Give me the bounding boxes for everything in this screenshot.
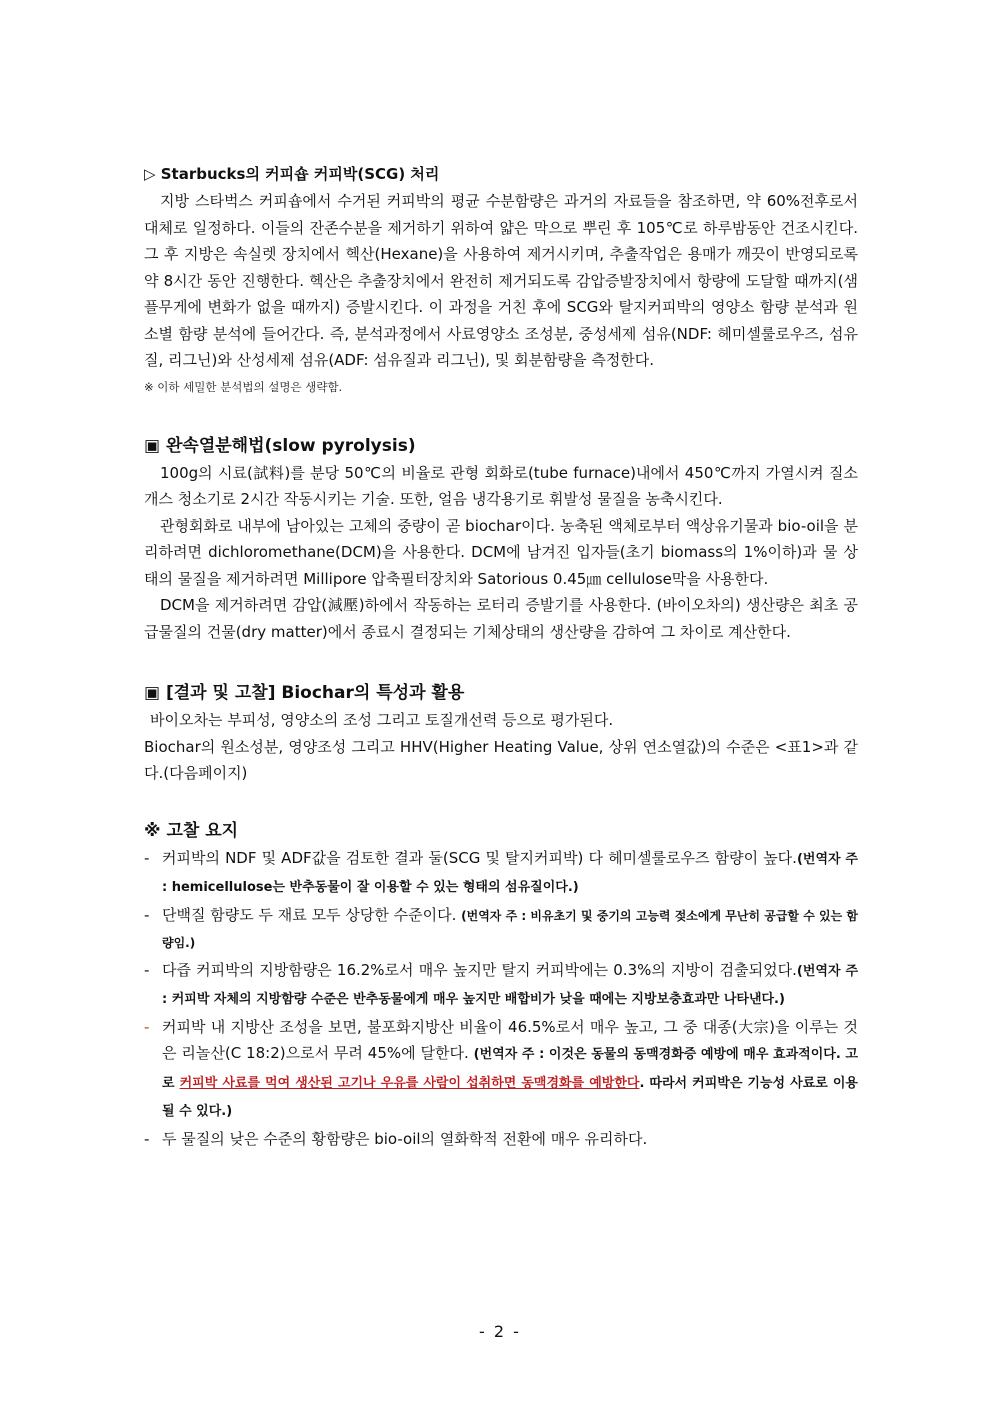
list-item-text: 커피박 내 지방산 조성을 보면, 불포화지방산 비율이 46.5%로서 매우 높고, 그 중 대종(大宗)을 이루는 것은 리놀산(C 18:2)으로서 무려 45%에 달한다. (162, 1017, 858, 1062)
paragraph-pyrolysis-2: 관형회화로 내부에 남아있는 고체의 중량이 곧 biochar이다. 농축된 액체로부터 액상유기물과 bio-oil을 분리하려면 dichloromethane(DCM)을 사용한다. DCM에 남겨진 입자들(초기 biomass의 1%이하)과 물 상태의 물질을 제거하려면 Millipore 압축필터장치와 Satorious 0.45㎛ cellulose막을 사용한다. (144, 516, 858, 588)
section-heading-starbucks: ▷ Starbucks의 커피숍 커피박(SCG) 처리 (144, 165, 440, 183)
translator-note: (번역자 주 : hemicellulose는 반추동물이 잘 이용할 수 있는 형태의 섬유질이다.) (162, 851, 858, 895)
list-item-text: 두 물질의 낮은 수준의 황함량은 bio-oil의 열화학적 전환에 매우 유리하다. (162, 1129, 648, 1148)
paragraph-results-2: Biochar의 원소성분, 영양조성 그리고 HHV(Higher Heating Value, 상위 연소열값)의 수준은 <표1>과 같다.(다음페이지) (144, 737, 858, 782)
list-item-text: 커피박의 NDF 및 ADF값을 검토한 결과 둘(SCG 및 탈지커피박) 다 헤미셀룰로우즈 함량이 높다. (162, 848, 797, 867)
bullet-dash: - (144, 1129, 150, 1148)
section-heading-summary: ※ 고찰 요지 (144, 820, 239, 841)
document-body (144, 160, 858, 1152)
bullet-dash: - (144, 848, 150, 867)
bullet-dash: - (144, 1017, 150, 1036)
note-omitted-methods: ※ 이하 세밀한 분석법의 설명은 생략함. (144, 379, 343, 394)
list-item (144, 1126, 858, 1153)
list-item (144, 902, 858, 957)
paragraph-scg-processing: 지방 스타벅스 커피숍에서 수거된 커피박의 평균 수분함량은 과거의 자료들을 참조하면, 약 60%전후로서 대체로 일정하다. 이들의 잔존수분을 제거하기 위하여 얇은 막으로 뿌린 후 105℃로 하루밤동안 건조시킨다. 그 후 지방은 속실렛 장치에서 헥산(Hexane)을 사용하여 제거시키며, 추출작업은 용매가 깨끗이 반영되로록 약 8시간 동안 진행한다. 헥산은 추출장치에서 완전히 제거되도록 감압증발장치에서 항량에 도달할 때까지(샘플무게에 변화가 없을 때까지) 증발시킨다. 이 과정을 거친 후에 SCG와 탈지커피박의 영양소 함량 분석과 원소별 함량 분석에 들어간다. 즉, 분석과정에서 사료영양소 조성분, 중성세제 섬유(NDF: 헤미셀룰로우즈, 섬유질, 리그닌)와 산성세제 섬유(ADF: 섬유질과 리그닌), 및 회분함량을 측정한다. (144, 192, 858, 369)
highlighted-note: 커피박 사료를 먹여 생산된 고기나 우유를 사람이 섭취하면 동맥경화를 예방한다 (179, 1075, 640, 1091)
translator-note: (번역자 주 : 비유초기 및 중기의 고능력 젖소에게 무난히 공급할 수 있는 함량임.) (162, 908, 858, 950)
list-item (144, 957, 858, 1014)
paragraph-results-1: 바이오차는 부피성, 영양소의 조성 그리고 토질개선력 등으로 평가된다. (150, 711, 614, 729)
list-item (144, 1014, 858, 1126)
paragraph-pyrolysis-1: 100g의 시료(試料)를 분당 50℃의 비율로 관형 회화로(tube furnace)내에서 450℃까지 가열시켜 질소개스 청소기로 2시간 작동시키는 기술. 또한, 얼음 냉각용기로 휘발성 물질을 농축시킨다. (144, 463, 858, 508)
translator-note: (번역자 주 : 커피박 자체의 지방함량 수준은 반추동물에게 매우 높지만 배합비가 낮을 때에는 지방보충효과만 나타낸다.) (162, 963, 859, 1007)
paragraph-pyrolysis-3: DCM을 제거하려면 감압(減壓)하에서 작동하는 로터리 증발기를 사용한다. (바이오차의) 생산량은 최초 공급물질의 건물(dry matter)에서 종료시 결정되는 기체상태의 생산량을 감하여 그 차이로 계산한다. (144, 596, 858, 641)
summary-list (144, 845, 858, 1153)
section-heading-results: ▣ [결과 및 고찰] Biochar의 특성과 활용 (144, 683, 465, 703)
list-item (144, 845, 858, 902)
list-item-text: 다즙 커피박의 지방함량은 16.2%로서 매우 높지만 탈지 커피박에는 0.3%의 지방이 검출되었다. (162, 960, 797, 979)
translator-note: (번역자 주 : 이것은 동물의 동맥경화증 예방에 매우 효과적이다. 고로 (162, 1047, 858, 1091)
list-item-text: 단백질 함량도 두 재료 모두 상당한 수준이다. (162, 905, 457, 924)
translator-note-end: . 따라서 커피박은 기능성 사료로 이용될 수 있다.) (162, 1075, 858, 1119)
section-heading-slow-pyrolysis: ▣ 완속열분해법(slow pyrolysis) (144, 435, 416, 456)
page-number: - 2 - (479, 1322, 521, 1341)
bullet-dash: - (144, 960, 150, 979)
bullet-dash: - (144, 905, 150, 924)
